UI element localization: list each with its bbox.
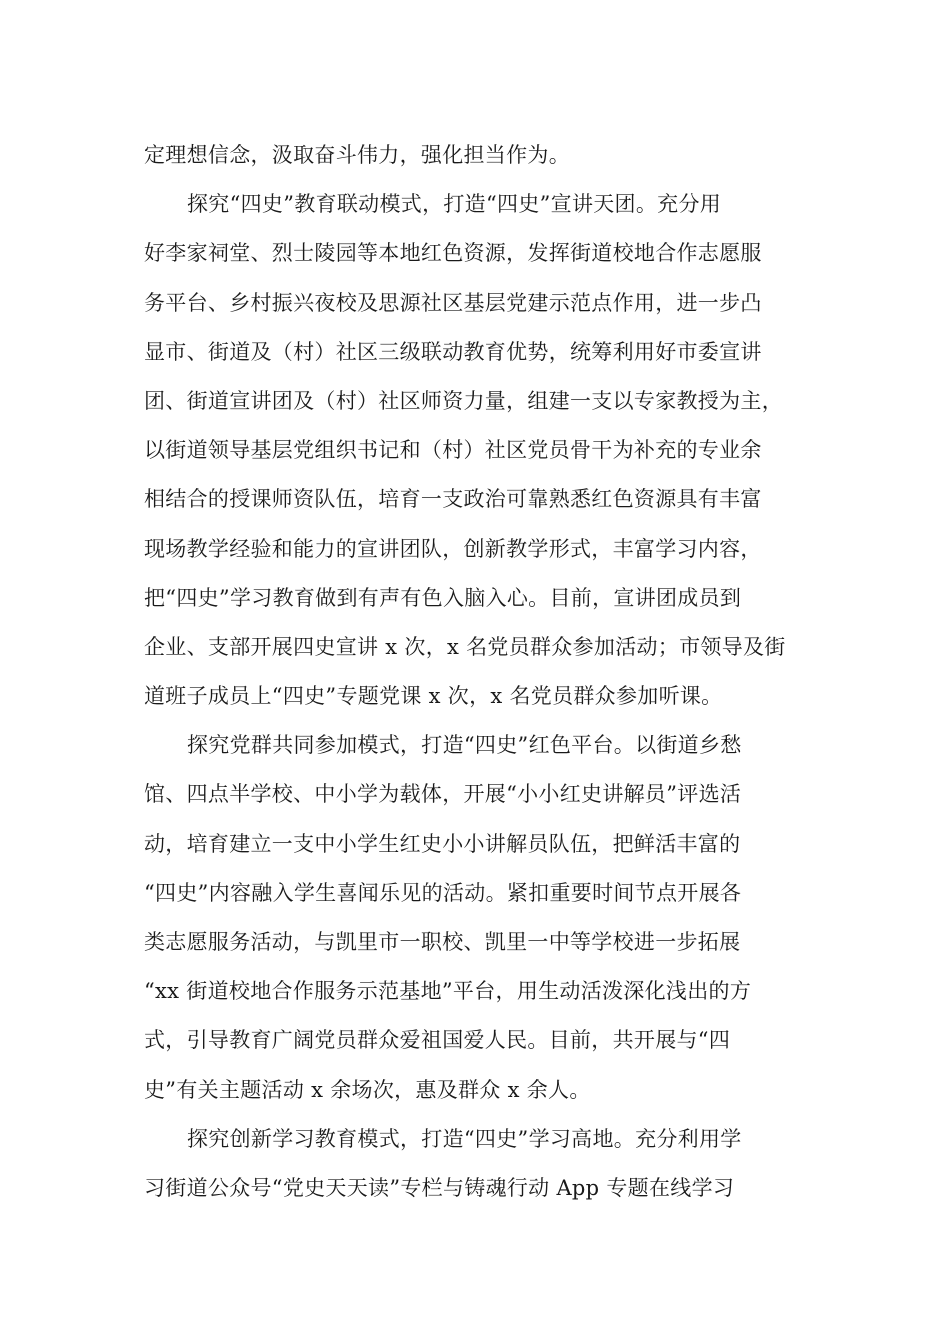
text-line: 道班子成员上“四史”专题党课 x 次，x 名党员群众参加听课。	[144, 684, 723, 709]
text-line: 类志愿服务活动，与凯里市一职校、凯里一中等学校进一步拓展	[144, 930, 741, 954]
text-line: 探究创新学习教育模式，打造“四史”学习高地。充分利用学	[187, 1126, 742, 1151]
text-line: 馆、四点半学校、中小学为载体，开展“小小红史讲解员”评选活	[144, 782, 742, 807]
text-line: 务平台、乡村振兴夜校及思源社区基层党建示范点作用，进一步凸	[144, 290, 762, 315]
text-line: 相结合的授课师资队伍，培育一支政治可靠熟悉红色资源具有丰富	[144, 487, 762, 512]
text-line: 史”有关主题活动 x 余场次，惠及群众 x 余人。	[144, 1077, 591, 1102]
body-text	[144, 131, 824, 1213]
text-line: 习街道公众号“党史天天读”专栏与铸魂行动 App 专题在线学习	[144, 1175, 735, 1200]
text-line: “xx 街道校地合作服务示范基地”平台，用生动活泼深化浅出的方	[144, 979, 752, 1004]
text-line: 定理想信念，汲取奋斗伟力，强化担当作为。	[144, 143, 570, 167]
text-line: 团、街道宣讲团及（村）社区师资力量，组建一支以专家教授为主，	[144, 388, 783, 413]
text-line: 好李家祠堂、烈士陵园等本地红色资源，发挥街道校地合作志愿服	[144, 241, 762, 266]
text-line: 现场教学经验和能力的宣讲团队，创新教学形式，丰富学习内容，	[144, 536, 762, 561]
text-line: 显市、街道及（村）社区三级联动教育优势，统筹利用好市委宣讲	[144, 339, 762, 364]
text-line: 探究党群共同参加模式，打造“四史”红色平台。以街道乡愁	[187, 733, 742, 758]
text-line: 式，引导教育广阔党员群众爱祖国爱人民。目前，共开展与“四	[144, 1028, 731, 1053]
text-line: 把“四史”学习教育做到有声有色入脑入心。目前，宣讲团成员到	[144, 585, 742, 610]
text-line: 以街道领导基层党组织书记和（村）社区党员骨干为补充的专业余	[144, 438, 762, 463]
text-line: “四史”内容融入学生喜闻乐见的活动。紧扣重要时间节点开展各	[144, 880, 742, 905]
text-line: 企业、支部开展四史宣讲 x 次，x 名党员群众参加活动；市领导及街	[144, 634, 786, 659]
text-line: 探究“四史”教育联动模式，打造“四史”宣讲天团。充分用	[187, 192, 722, 217]
text-line: 动，培育建立一支中小学生红史小小讲解员队伍，把鲜活丰富的	[144, 831, 741, 856]
